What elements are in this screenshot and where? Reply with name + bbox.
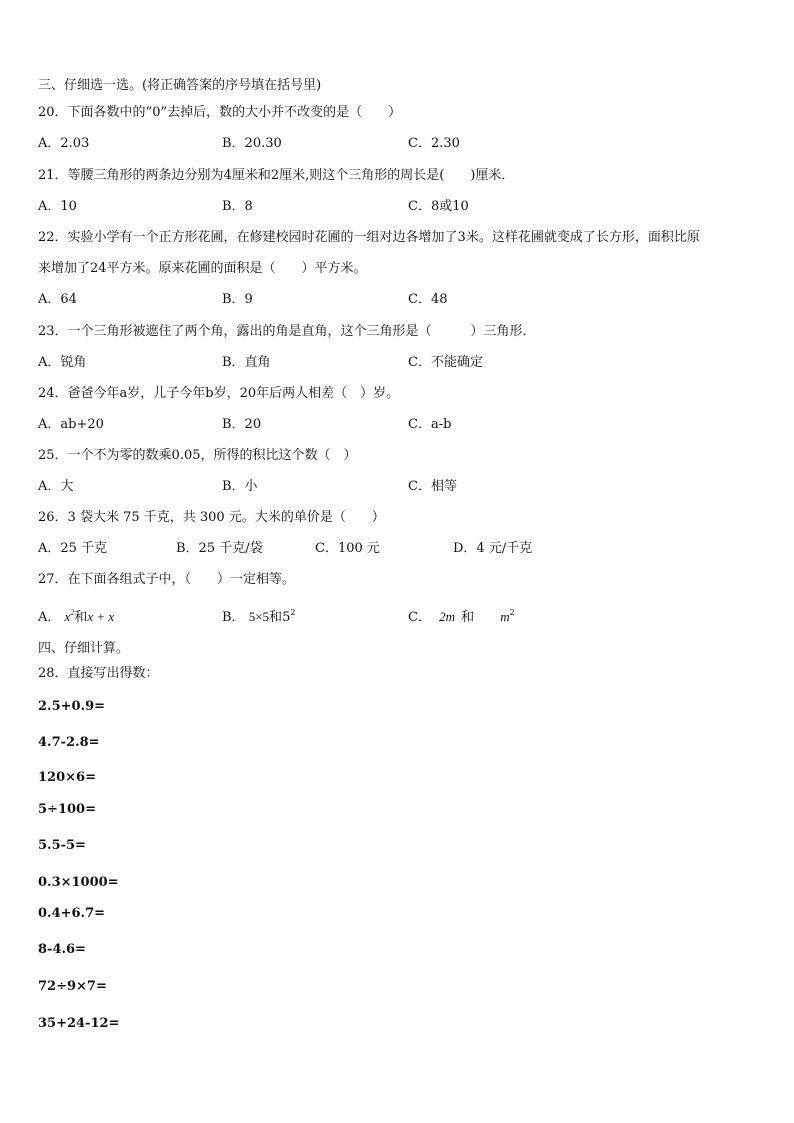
q21-option-a: A．10 bbox=[38, 199, 77, 214]
q27-option-c-label: C． bbox=[408, 610, 431, 625]
section-3-title: 三、仔细选一选。(将正确答案的序号填在括号里) bbox=[38, 78, 322, 93]
q27-option-a-label: A． bbox=[38, 610, 61, 625]
q21-option-c: C．8或10 bbox=[408, 199, 469, 214]
q20-option-a: A．2.03 bbox=[38, 136, 90, 151]
question-23-stem: 23．一个三角形被遮住了两个角，露出的角是直角，这个三角形是（ ）三角形． bbox=[38, 324, 536, 339]
calc-item-8: 8-4.6= bbox=[38, 942, 86, 957]
q27-option-b-and: 和 bbox=[269, 610, 283, 625]
q23-option-a: A．锐角 bbox=[38, 355, 87, 370]
calc-item-1: 2.5+0.9= bbox=[38, 699, 106, 714]
calc-item-9: 72÷9×7= bbox=[38, 979, 107, 994]
q27-a-exponent: 2 bbox=[70, 608, 75, 617]
q27-option-c-exponent: 2 bbox=[509, 608, 515, 617]
q27-option-a-expr1 bbox=[65, 609, 75, 624]
question-22-stem-continued: 来增加了24平方米。原来花圃的面积是（ ）平方米。 bbox=[38, 261, 367, 276]
q22-option-c: C．48 bbox=[408, 292, 448, 307]
q24-option-a: A．ab+20 bbox=[38, 417, 104, 432]
question-22-stem: 22．实验小学有一个正方形花圃，在修建校园时花圃的一组对边各增加了3米。这样花圃就变成了长方形，面积比原 bbox=[38, 230, 700, 245]
calc-item-10: 35+24-12= bbox=[38, 1016, 120, 1031]
q27-option-b-label: B． bbox=[222, 610, 245, 625]
q27-option-b-exponent: 2 bbox=[290, 608, 296, 617]
question-27-stem: 27．在下面各组式子中，（ ）一定相等。 bbox=[38, 572, 296, 587]
q27-option-a bbox=[38, 608, 114, 627]
q27-option-b-expr1: 5×5 bbox=[248, 609, 270, 624]
q22-option-a: A．64 bbox=[38, 292, 77, 307]
q22-option-b: B．9 bbox=[222, 292, 253, 307]
calc-item-2: 4.7-2.8= bbox=[38, 735, 100, 750]
q20-option-b: B．20.30 bbox=[222, 136, 282, 151]
q24-option-c: C．a-b bbox=[408, 417, 452, 432]
q27-option-c-and: 和 bbox=[461, 610, 475, 625]
q24-option-b: B．20 bbox=[222, 417, 262, 432]
section-4-title: 四、仔细计算。 bbox=[38, 641, 130, 656]
question-20-stem: 20．下面各数中的“0”去掉后，数的大小并不改变的是（ ） bbox=[38, 105, 402, 120]
q25-option-c: C．相等 bbox=[408, 479, 457, 494]
q21-option-b: B．8 bbox=[222, 199, 253, 214]
calc-item-3: 120×6= bbox=[38, 770, 96, 785]
q26-option-d: D．4 元/千克 bbox=[453, 541, 533, 556]
q27-a-base: x bbox=[64, 609, 71, 624]
question-26-stem: 26．3 袋大米 75 千克，共 300 元。大米的单价是（ ） bbox=[38, 510, 385, 525]
q26-option-c: C．100 元 bbox=[315, 541, 380, 556]
q27-option-a-expr2: x + x bbox=[87, 609, 115, 624]
q26-option-a: A．25 千克 bbox=[38, 541, 108, 556]
q27-option-c bbox=[408, 608, 515, 627]
q23-option-b: B．直角 bbox=[222, 355, 271, 370]
question-21-stem: 21．等腰三角形的两条边分别为4厘米和2厘米,则这个三角形的周长是( )厘米． bbox=[38, 168, 515, 183]
q27-option-b bbox=[222, 608, 295, 627]
q27-option-c-expr1: 2m bbox=[439, 609, 455, 624]
q26-option-b: B．25 千克/袋 bbox=[176, 541, 263, 556]
calc-item-6: 0.3×1000= bbox=[38, 875, 119, 890]
q25-option-a: A．大 bbox=[38, 479, 74, 494]
calc-item-4: 5÷100= bbox=[38, 802, 96, 817]
q27-option-b-base: 5 bbox=[282, 610, 291, 625]
calc-item-5: 5.5-5= bbox=[38, 838, 86, 853]
q27-option-c-base: m bbox=[500, 609, 510, 624]
question-24-stem: 24．爸爸今年a岁，儿子今年b岁，20年后两人相差（ ）岁。 bbox=[38, 386, 400, 401]
question-25-stem: 25．一个不为零的数乘0.05，所得的积比这个数（ ） bbox=[38, 448, 357, 463]
q23-option-c: C．不能确定 bbox=[408, 355, 483, 370]
q20-option-c: C．2.30 bbox=[408, 136, 460, 151]
q25-option-b: B．小 bbox=[222, 479, 258, 494]
calc-item-7: 0.4+6.7= bbox=[38, 906, 106, 921]
q27-option-a-and: 和 bbox=[74, 610, 88, 625]
question-28-stem: 28．直接写出得数： bbox=[38, 666, 159, 681]
